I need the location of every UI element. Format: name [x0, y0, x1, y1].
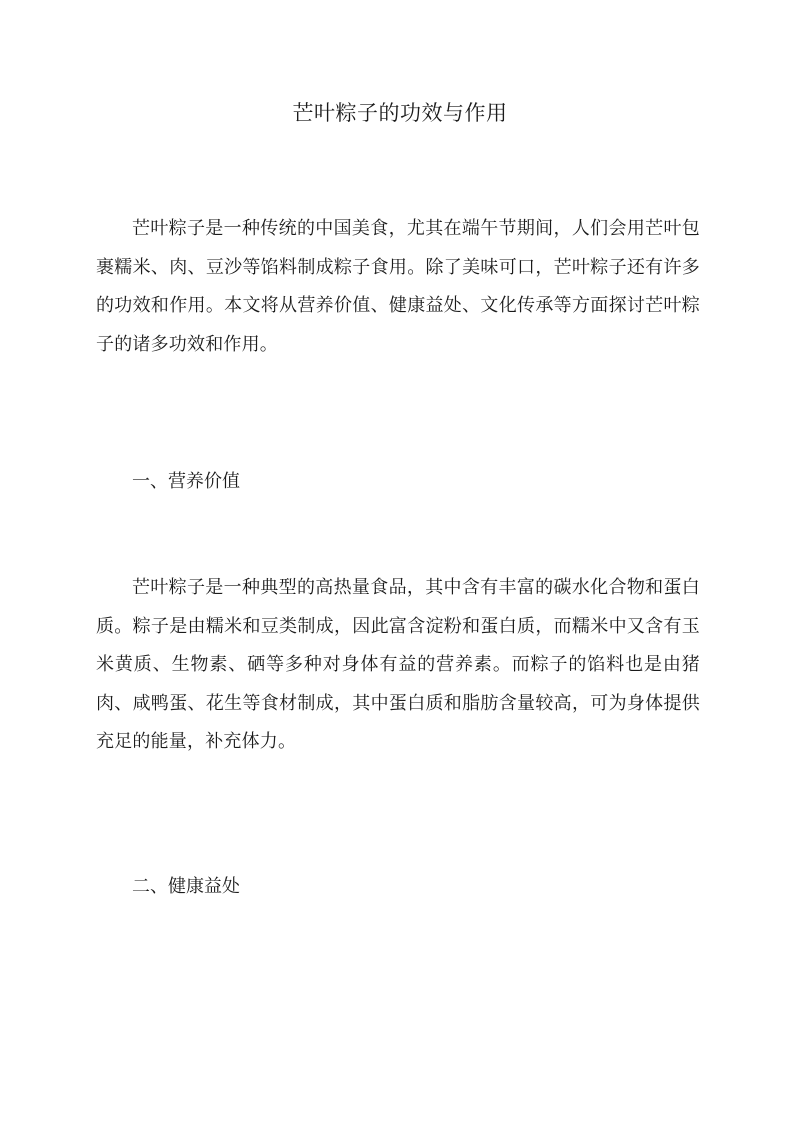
document-title: 芒叶粽子的功效与作用	[292, 101, 508, 125]
intro-paragraph: 芒叶粽子是一种传统的中国美食，尤其在端午节期间，人们会用芒叶包裹糯米、肉、豆沙等馅料制成粽子食用。除了美味可口，芒叶粽子还有许多的功效和作用。本文将从营养价值、健康益处、文化传承等方面探讨芒叶粽子的诸多功效和作用。	[96, 218, 700, 355]
section-heading-nutrition: 一、营养价值	[132, 471, 240, 492]
section-heading-health: 二、健康益处	[132, 876, 240, 897]
nutrition-paragraph: 芒叶粽子是一种典型的高热量食品，其中含有丰富的碳水化合物和蛋白质。粽子是由糯米和豆类制成，因此富含淀粉和蛋白质，而糯米中又含有玉米黄质、生物素、硒等多种对身体有益的营养素。而粽子的馅料也是由猪肉、咸鸭蛋、花生等食材制成，其中蛋白质和脂肪含量较高，可为身体提供充足的能量，补充体力。	[96, 577, 700, 752]
